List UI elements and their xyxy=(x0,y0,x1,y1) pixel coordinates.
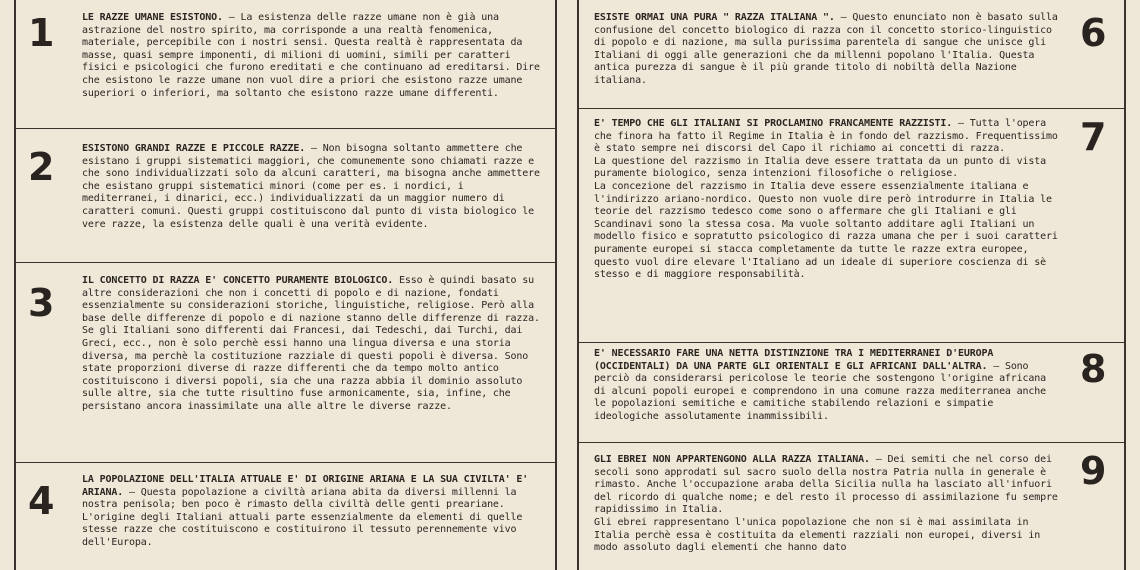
center-right-divider xyxy=(577,0,579,570)
section-number-8: 8 xyxy=(1080,347,1107,391)
section-number-7: 7 xyxy=(1080,115,1107,159)
section-4-body: — Questa popolazione a civiltà ariana abita da diversi millenni la nostra penisola; ben poco è rimasto della civiltà delle genti preariane. L'origine degli Italiani attuali parte essenzialmente da elementi di quelle stesse razze che costituiscono e costituirono il tessuto perennemente vivo dell'Europa. xyxy=(82,486,523,548)
section-8-heading: E' NECESSARIO FARE UNA NETTA DISTINZIONE TRA I MEDITERRANEI D'EUROPA (OCCIDENTALI) DA UNA PARTE GLI ORIENTALI E GLI AFRICANI DALL'ALTRA. xyxy=(594,348,994,372)
section-4 xyxy=(82,474,542,550)
section-6-body: — Questo enunciato non è basato sulla confusione del concetto biologico di razza con il concetto storico-linguistico di popolo e di nazione, ma sulla purissima parentela di sangue che unisce gli Italiani di oggi alle generazioni che da millenni popolano l'Italia. Questa antica purezza di sangue è il più grande titolo di nobiltà della Nazione italiana. xyxy=(594,12,1058,86)
left-border xyxy=(14,0,16,570)
rule-left-3 xyxy=(16,462,555,463)
section-number-1: 1 xyxy=(28,11,55,55)
rule-left-2 xyxy=(16,262,555,263)
section-2-body: — Non bisogna soltanto ammettere che esistano i gruppi sistematici maggiori, che comunemente sono chiamati razze e che sono individualizzati solo da alcuni caratteri, ma bisogna anche ammettere che esistano gruppi sistematici minori (come per es. i nordici, i mediterranei, i dinarici, ecc.) individualizzati da un maggior numero di caratteri comuni. Questi gruppi costituiscono dal punto di vista biologico le vere razze, la esistenza delle quali è una verità evidente. xyxy=(82,143,540,230)
right-border xyxy=(1124,0,1126,570)
section-number-4: 4 xyxy=(28,479,55,523)
section-6 xyxy=(594,12,1062,88)
section-2 xyxy=(82,143,542,231)
section-number-2: 2 xyxy=(28,145,55,189)
section-8-body: — Sono perciò da considerarsi pericolose le teorie che sostengono l'origine africana di alcuni popoli europei e comprendono in una comune razza mediterranea anche le popolazioni semitiche e camitiche stabilendo relazioni e simpatie ideologiche assolutamente inammissibili. xyxy=(594,360,1047,422)
section-9-body: — Dei semiti che nel corso dei secoli sono approdati sul sacro suolo della nostra Patria nulla in generale è rimasto. Anche l'occupazione araba della Sicilia nulla ha lasciato all'infuori del ricordo di qualche nome; e del resto il processo di assimilazione fu sempre rapidissimo in Italia. xyxy=(594,454,1058,516)
section-number-6: 6 xyxy=(1080,11,1107,55)
rule-right-3 xyxy=(579,442,1124,443)
section-6-heading: ESISTE ORMAI UNA PURA " RAZZA ITALIANA ". xyxy=(594,12,835,23)
section-1 xyxy=(82,12,542,100)
section-9-paragraph-2: Gli ebrei rappresentano l'unica popolazione che non si è mai assimilata in Italia perchè essa è costituita da elementi razziali non europei, diversi in modo assoluto dagli elementi che hanno dato xyxy=(594,516,1041,554)
section-2-heading: ESISTONO GRANDI RAZZE E PICCOLE RAZZE. xyxy=(82,143,306,154)
rule-right-1 xyxy=(579,108,1124,109)
section-9-heading: GLI EBREI NON APPARTENGONO ALLA RAZZA ITALIANA. xyxy=(594,454,870,465)
section-7-paragraph-2: La questione del razzismo in Italia deve essere trattata da un punto di vista puramente biologico, senza intenzioni filosofiche o religiose. xyxy=(594,155,1047,180)
section-7-heading: E' TEMPO CHE GLI ITALIANI SI PROCLAMINO FRANCAMENTE RAZZISTI. xyxy=(594,118,953,129)
center-left-divider xyxy=(555,0,557,570)
section-8 xyxy=(594,348,1062,424)
section-number-3: 3 xyxy=(28,281,55,325)
section-7 xyxy=(594,118,1062,282)
section-7-body: — Tutta l'opera che finora ha fatto il Regime in Italia è in fondo del razzismo. Frequentissimo è stato sempre nei discorsi del Capo il richiamo ai concetti di razza. xyxy=(594,118,1058,155)
section-4-heading: LA POPOLAZIONE DELL'ITALIA ATTUALE E' DI ORIGINE ARIANA E LA SUA CIVILTA' E' ARIANA. xyxy=(82,474,529,498)
rule-left-1 xyxy=(16,128,555,129)
section-3-body: Esso è quindi basato su altre considerazioni che non i concetti di popolo e di nazione, fondati essenzialmente su considerazioni storiche, linguistiche, religiose. Però alla base delle differenze di popolo e di nazione stanno delle differenze di razza. Se gli Italiani sono differenti dai Francesi, dai Tedeschi, dai Turchi, dai Greci, ecc., non è solo perchè essi hanno una lingua diversa e una storia diversa, ma perchè la costituzione razziale di questi popoli è diversa. Sono state proporzioni diverse di razze differenti che da tempo molto antico costituiscono i diversi popoli, sia che una razza abbia il dominio assoluto sulle altre, sia che tutte risultino fuse armonicamente, sia, infine, che persistano ancora inassimilate una alle altre le diverse razze. xyxy=(82,275,540,412)
section-1-heading: LE RAZZE UMANE ESISTONO. xyxy=(82,12,223,23)
section-1-body: — La esistenza delle razze umane non è già una astrazione del nostro spirito, ma corrisponde a una realtà fenomenica, materiale, percepibile con i nostri sensi. Questa realtà è rappresentata da masse, quasi sempre imponenti, di milioni di uomini, simili per caratteri fisici e psicologici che furono ereditati e che continuano ad ereditarsi. Dire che esistono le razze umane non vuol dire a priori che esistono razze umane superiori o inferiori, ma soltanto che esistono razze umane differenti. xyxy=(82,12,540,99)
section-3-heading: IL CONCETTO DI RAZZA E' CONCETTO PURAMENTE BIOLOGICO. xyxy=(82,275,394,286)
rule-right-2 xyxy=(579,342,1124,343)
section-3 xyxy=(82,275,542,414)
section-7-paragraph-3: La concezione del razzismo in Italia deve essere essenzialmente italiana e l'indirizzo ariano-nordico. Questo non vuole dire però introdurre in Italia le teorie del razzismo tedesco come sono o affermare che gli Italiani e gli Scandinavi sono la stessa cosa. Ma vuole soltanto additare agli Italiani un modello fisico e sopratutto psicologico di razza umana che per i suoi caratteri puramente europei si stacca completamente da tutte le razze extra europee, questo vuol dire elevare l'Italiano ad un ideale di superiore coscienza di sè stesso e di maggiore responsabilità. xyxy=(594,180,1058,281)
section-number-9: 9 xyxy=(1080,449,1107,493)
section-9 xyxy=(594,454,1062,555)
